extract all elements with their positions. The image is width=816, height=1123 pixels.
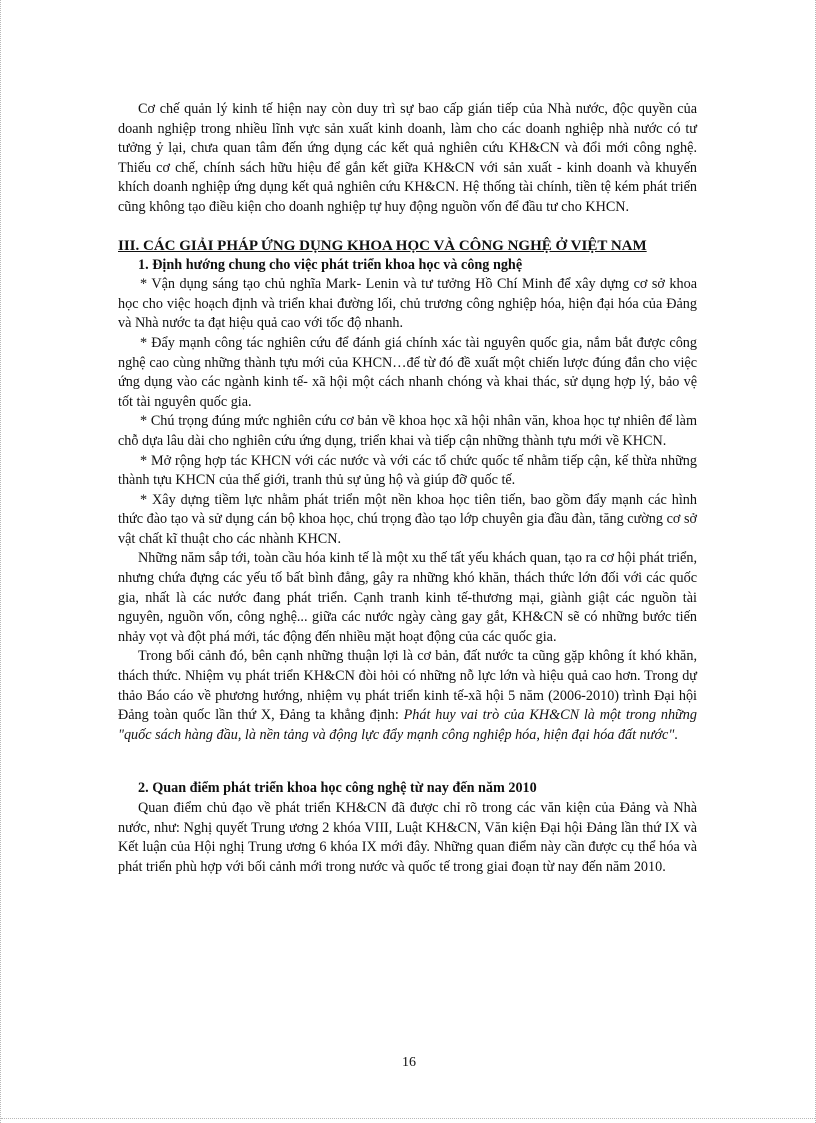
context-text: Trong bối cảnh đó, bên cạnh những thuận lợi là cơ bản, đất nước ta cũng gặp không ít khó khăn, thách thức. Nhiệm vụ phát triển KH&CN đòi hỏi có những nỗ lực lớn và hiệu quả cao hơn. Trong dự thảo Báo cáo về phương hướng, nhiệm vụ phát triển kinh tế-xã hội 5 năm (2006-2010) trình Đại hội Đảng toàn quốc lần thứ X, Đảng ta khẳng định: <box>118 648 697 724</box>
bullet-paragraph: * Mở rộng hợp tác KHCN với các nước và với các tổ chức quốc tế nhằm tiếp cận, kế thừa những thành tựu KHCN của thế giới, tranh thủ sự ủng hộ và giúp đỡ quốc tế. <box>118 452 697 489</box>
context-quote-italic: Phát huy vai trò của KH&CN là một trong những "quốc sách hàng đầu, là nền tảng và động lực đẩy mạnh công nghiệp hóa, hiện đại hóa đất nước" <box>118 707 697 743</box>
bullet-paragraph: * Vận dụng sáng tạo chủ nghĩa Mark- Lenin và tư tưởng Hồ Chí Minh để xây dựng cơ sở khoa học cho việc hoạch định và triển khai đường lối, chủ trương công nghiệp hóa, hiện đại hóa của Đảng và Nhà nước ta đạt hiệu quả cao với tốc độ nhanh. <box>118 276 697 332</box>
subsection-heading-orientation: 1. Định hướng chung cho việc phát triển khoa học và công nghệ <box>138 256 523 273</box>
bullet-paragraph: * Đẩy mạnh công tác nghiên cứu để đánh giá chính xác tài nguyên quốc gia, nắm bắt được công nghệ cao cùng những thành tựu mới của KHCN…để từ đó đề xuất một chiến lược đúng đắn cho việc ứng dụng vào các ngành kinh tế- xã hội một cách nhanh chóng và khai thác, sử dụng hợp lý, bảo vệ tốt tài nguyên quốc gia. <box>118 334 697 410</box>
page-bottom-border <box>1 1118 816 1119</box>
page-number: 16 <box>402 1055 416 1070</box>
page-content <box>118 100 697 877</box>
intro-paragraph: Cơ chế quản lý kinh tế hiện nay còn duy trì sự bao cấp gián tiếp của Nhà nước, độc quyền của doanh nghiệp trong nhiều lĩnh vực sản xuất kinh doanh, làm cho các doanh nghiệp nhà nước có tư tưởng ỷ lại, chưa quan tâm đến ứng dụng các kết quả nghiên cứu KH&CN và đổi mới công nghệ. Thiếu cơ chế, chính sách hữu hiệu để gắn kết giữa KH&CN với sản xuất - kinh doanh và khuyến khích doanh nghiệp ứng dụng kết quả nghiên cứu KH&CN. Hệ thống tài chính, tiền tệ kém phát triển cũng không tạo điều kiện cho doanh nghiệp tự huy động nguồn vốn để đầu tư cho KHCN. <box>118 101 697 215</box>
bullet-paragraph: * Chú trọng đúng mức nghiên cứu cơ bản về khoa học xã hội nhân văn, khoa học tự nhiên để làm chỗ dựa lâu dài cho nghiên cứu ứng dụng, triển khai và tiếp cận những thành tựu mới về KHCN. <box>118 413 697 449</box>
section-heading-solutions: III. CÁC GIẢI PHÁP ỨNG DỤNG KHOA HỌC VÀ CÔNG NGHỆ Ở VIỆT NAM <box>118 237 647 254</box>
context-paragraph <box>118 647 697 745</box>
viewpoint-paragraph: Quan điểm chủ đạo về phát triển KH&CN đã được chỉ rõ trong các văn kiện của Đảng và Nhà nước, như: Nghị quyết Trung ương 2 khóa VIII, Luật KH&CN, Văn kiện Đại hội Đảng lần thứ IX và Kết luận của Hội nghị Trung ương 6 khóa IX mới đây. Những quan điểm này cần được cụ thể hóa và phát triển phù hợp với bối cảnh mới trong nước và quốc tế trong giai đoạn từ nay đến năm 2010. <box>118 800 697 875</box>
subsection-heading-viewpoint: 2. Quan điểm phát triển khoa học công nghệ từ nay đến năm 2010 <box>138 780 537 797</box>
globalization-paragraph: Những năm sắp tới, toàn cầu hóa kinh tế là một xu thế tất yếu khách quan, tạo ra cơ hội phát triển, nhưng chứa đựng các yếu tố bất bình đẳng, gây ra những khó khăn, thách thức lớn đối với các quốc gia, nhất là các nước đang phát triển. Cạnh tranh kinh tế-thương mại, giành giật các nguồn tài nguyên, nguồn vốn, công nghệ... giữa các nước ngày càng gay gắt, KH&CN sẽ có những bước tiến nhảy vọt và đột phá mới, tác động đến nhiều mặt hoạt động của các quốc gia. <box>118 550 697 645</box>
context-end: . <box>674 726 678 743</box>
bullet-paragraph: * Xây dựng tiềm lực nhằm phát triển một nền khoa học tiên tiến, bao gồm đẩy mạnh các hình thức đào tạo và sử dụng cán bộ khoa học, chú trọng đào tạo lớp chuyên gia đầu đàn, tăng cường cơ sở vật chất kĩ thuật cho các nhành KHCN. <box>118 491 697 547</box>
